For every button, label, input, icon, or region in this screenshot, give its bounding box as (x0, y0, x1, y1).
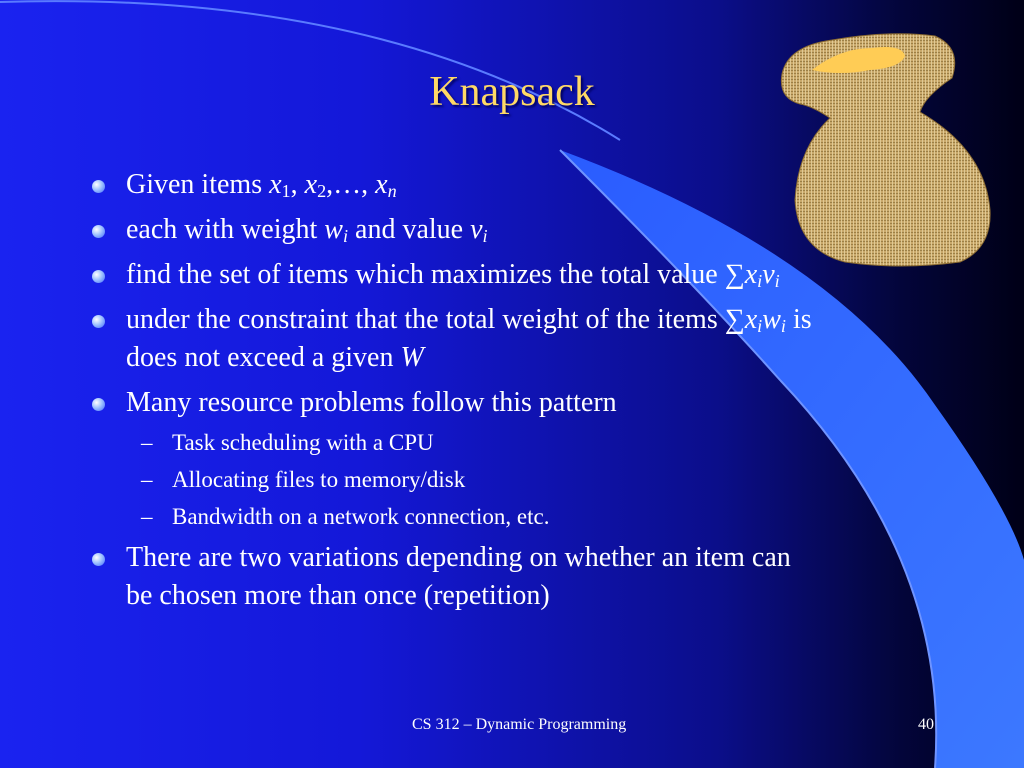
var-x: x (744, 259, 758, 290)
sub-item-text: Task scheduling with a CPU (172, 430, 434, 455)
subscript: i (482, 226, 488, 246)
item-text: and value (348, 214, 471, 245)
subscript: i (757, 316, 763, 336)
list-item (88, 256, 818, 294)
item-text: There are two variations depending on whether an item can be chosen more than once (repetition) (126, 542, 791, 611)
subscript: 1 (281, 181, 291, 201)
sub-list-item (88, 502, 818, 532)
list-item (88, 384, 818, 532)
page-number: 40 (918, 716, 934, 733)
var-v: v (762, 259, 775, 290)
item-text: Given items (126, 169, 270, 200)
item-text: each with weight (126, 214, 325, 245)
subscript: i (342, 226, 349, 246)
bullet-list (88, 166, 818, 622)
subscript: 2 (317, 181, 327, 201)
list-item (88, 166, 818, 204)
subscript: i (774, 271, 780, 291)
sub-list (126, 428, 818, 532)
item-text: find the set of items which maximizes the total value (126, 259, 725, 290)
subscript: n (387, 181, 397, 201)
dash-marker: – (141, 467, 153, 492)
list-item (88, 301, 818, 377)
subscript: i (780, 316, 786, 336)
item-text: is does not exceed a given (126, 304, 812, 373)
sum-symbol: ∑ (724, 259, 745, 290)
separator: , (290, 169, 305, 200)
sub-item-text: Allocating files to memory/disk (172, 467, 466, 492)
dash-marker: – (141, 504, 153, 529)
slide-title: Knapsack (429, 69, 595, 115)
var-x: x (304, 169, 318, 200)
list-item (88, 539, 818, 615)
sub-list-item (88, 428, 818, 458)
sum-symbol: ∑ (724, 304, 745, 335)
separator: ,…, (326, 169, 376, 200)
var-capital-w: W (400, 342, 424, 373)
var-w: w (762, 304, 781, 335)
dash-marker: – (141, 430, 153, 455)
item-text: under the constraint that the total weight of the items (126, 304, 725, 335)
footer-course: CS 312 – Dynamic Programming (412, 716, 627, 733)
sub-list-item (88, 465, 818, 495)
list-item (88, 211, 818, 249)
var-x: x (375, 169, 388, 200)
var-w: w (324, 214, 343, 245)
sub-item-text: Bandwidth on a network connection, etc. (172, 504, 550, 529)
item-text: Many resource problems follow this pattern (126, 387, 617, 418)
subscript: i (757, 271, 763, 291)
var-x: x (269, 169, 282, 200)
var-x: x (744, 304, 758, 335)
var-v: v (470, 214, 483, 245)
